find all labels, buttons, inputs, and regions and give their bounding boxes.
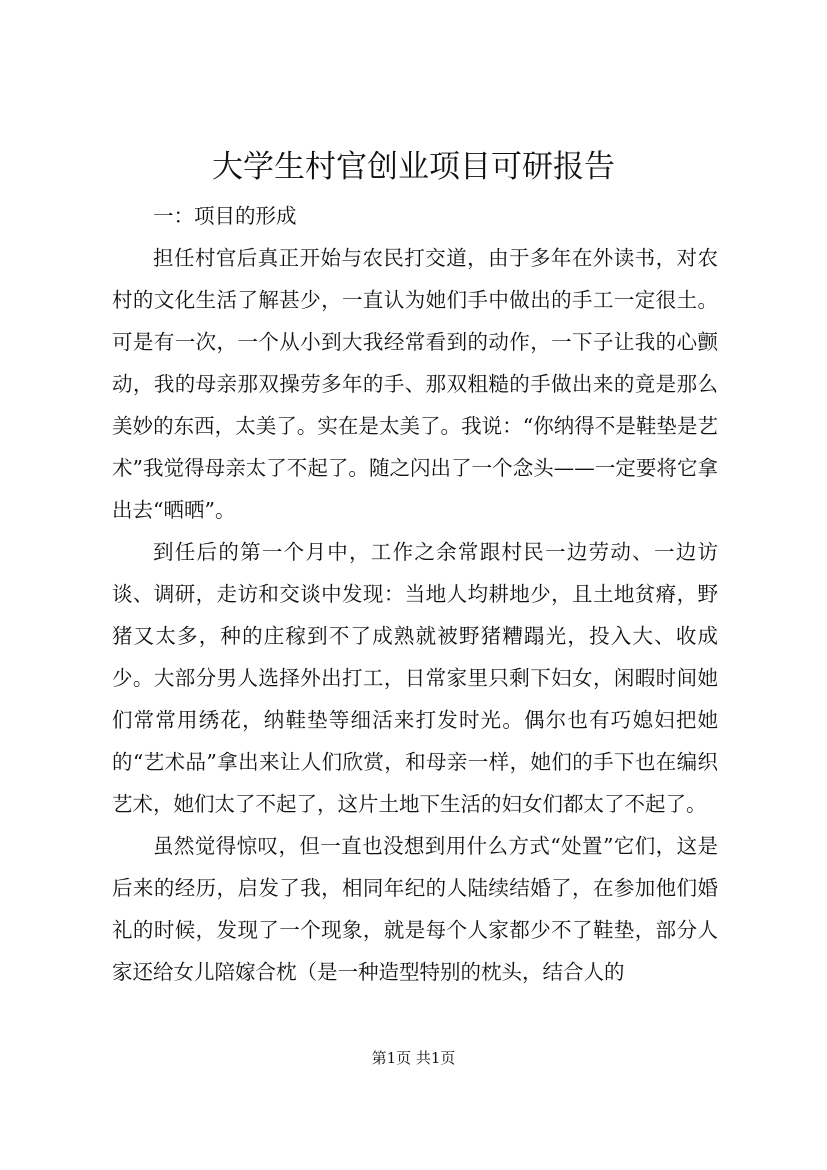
paragraph-1: 担任村官后真正开始与农民打交道，由于多年在外读书，对农村的文化生活了解甚少，一直认为她们手中做出的手工一定很土。可是有一次，一个从小到大我经常看到的动作，一下子让我的心颤动，我的母亲那双操劳多年的手、那双粗糙的手做出来的竟是那么美妙的东西，太美了。实在是太美了。我说：“你纳得不是鞋垫是艺术”我觉得母亲太了不起了。随之闪出了一个念头——一定要将它拿出去“晒晒”。: [112, 246, 718, 522]
page-footer: 第1页 共1页: [371, 1049, 456, 1067]
document-body: [112, 195, 718, 993]
section-heading: 一：项目的形成: [153, 204, 297, 228]
document-title: 大学生村官创业项目可研报告: [212, 149, 615, 185]
paragraph-2: 到任后的第一个月中，工作之余常跟村民一边劳动、一边访谈、调研，走访和交谈中发现：当地人均耕地少，且土地贫瘠，野猪又太多，种的庄稼到不了成熟就被野猪糟蹋光，投入大、收成少。大部分男人选择外出打工，日常家里只剩下妇女，闲暇时间她们常常用绣花，纳鞋垫等细活来打发时光。偶尔也有巧媳妇把她的“艺术品”拿出来让人们欣赏，和母亲一样，她们的手下也在编织艺术，她们太了不起了，这片土地下生活的妇女们都太了不起了。: [112, 540, 718, 816]
paragraph-3: 虽然觉得惊叹，但一直也没想到用什么方式“处置”它们，这是后来的经历，启发了我，相同年纪的人陆续结婚了，在参加他们婚礼的时候，发现了一个现象，就是每个人家都少不了鞋垫，部分人家还给女儿陪嫁合枕（是一种造型特别的枕头，结合人的: [112, 834, 718, 984]
